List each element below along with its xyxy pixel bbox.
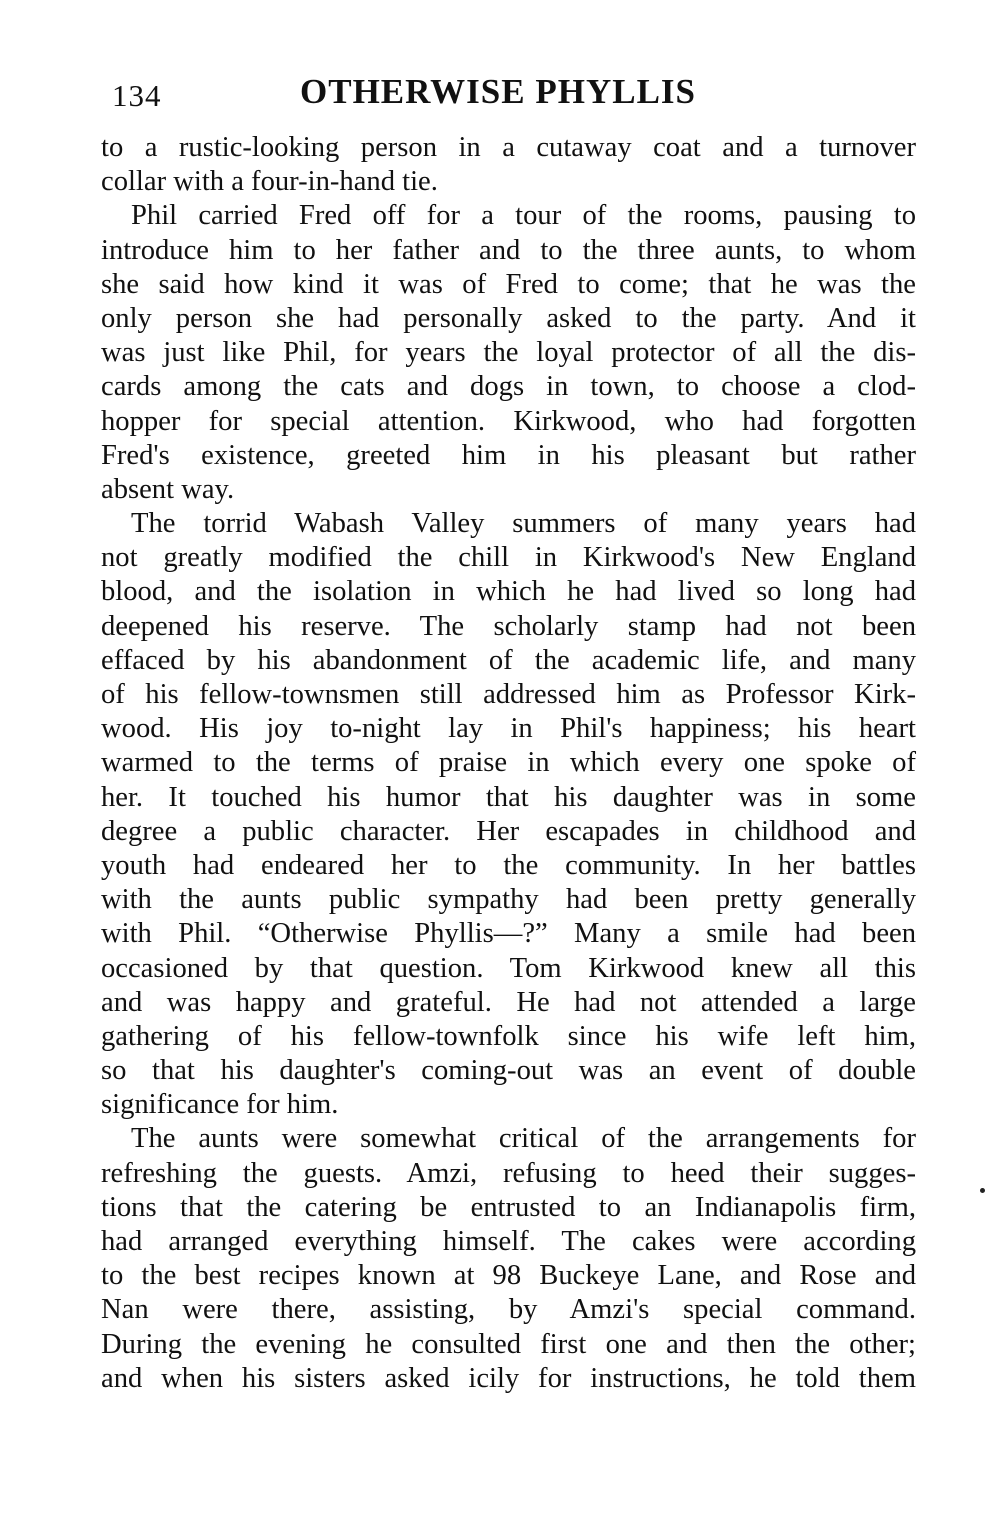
text-line: she said how kind it was of Fred to come; that he was the xyxy=(101,268,916,300)
page-header xyxy=(100,70,915,120)
text-line: wood. His joy to-night lay in Phil's happiness; his heart xyxy=(101,713,916,745)
text-line: youth had endeared her to the community. In her battles xyxy=(101,849,916,881)
text-line: collar with a four-in-hand tie. xyxy=(101,166,438,198)
text-line: warmed to the terms of praise in which every one spoke of xyxy=(101,747,916,779)
text-line: occasioned by that question. Tom Kirkwood knew all this xyxy=(101,952,916,984)
text-line: During the evening he consulted first one and then the other; xyxy=(101,1328,916,1360)
text-line: absent way. xyxy=(101,473,235,505)
text-line: The aunts were somewhat critical of the arrangements for xyxy=(131,1123,916,1155)
page-number: 134 xyxy=(112,78,162,113)
text-line: The torrid Wabash Valley summers of many years had xyxy=(131,508,916,540)
text-line: with Phil. “Otherwise Phyllis—?” Many a smile had been xyxy=(101,918,916,950)
text-line: deepened his reserve. The scholarly stamp had not been xyxy=(101,610,916,642)
text-line: only person she had personally asked to the party. And it xyxy=(101,302,916,334)
text-line: so that his daughter's coming-out was an event of double xyxy=(101,1055,916,1087)
text-line: cards among the cats and dogs in town, to choose a clod- xyxy=(101,371,916,403)
text-line: and was happy and grateful. He had not attended a large xyxy=(101,986,916,1018)
text-line: hopper for special attention. Kirkwood, who had forgotten xyxy=(101,405,916,437)
text-line: to a rustic-looking person in a cutaway coat and a turnover xyxy=(101,132,916,163)
text-line: not greatly modified the chill in Kirkwood's New England xyxy=(101,542,916,574)
text-line: had arranged everything himself. The cakes were according xyxy=(101,1226,916,1257)
text-line: introduce him to her father and to the three aunts, to whom xyxy=(101,234,916,266)
text-line: of his fellow-townsmen still addressed him as Professor Kirk- xyxy=(101,679,916,710)
text-line: blood, and the isolation in which he had lived so long had xyxy=(101,576,916,608)
text-line: effaced by his abandonment of the academic life, and many xyxy=(101,644,916,676)
stray-ink-dot xyxy=(980,1188,985,1193)
text-line: gathering of his fellow-townfolk since his wife left him, xyxy=(101,1020,916,1052)
text-line: was just like Phil, for years the loyal protector of all the dis- xyxy=(101,337,916,369)
text-line: and when his sisters asked icily for instructions, he told them xyxy=(101,1362,916,1394)
text-line: her. It touched his humor that his daughter was in some xyxy=(101,781,916,813)
text-line: Fred's existence, greeted him in his pleasant but rather xyxy=(101,439,916,471)
text-line: tions that the catering be entrusted to an Indianapolis firm, xyxy=(101,1191,916,1223)
body-text xyxy=(101,131,916,1396)
text-line: Nan were there, assisting, by Amzi's special command. xyxy=(101,1294,916,1326)
text-line: Phil carried Fred off for a tour of the rooms, pausing to xyxy=(131,200,916,232)
text-line: degree a public character. Her escapades in childhood and xyxy=(101,815,916,847)
running-title: OTHERWISE PHYLLIS xyxy=(300,72,697,111)
text-line: with the aunts public sympathy had been pretty generally xyxy=(101,884,916,916)
text-line: significance for him. xyxy=(101,1089,339,1121)
text-line: refreshing the guests. Amzi, refusing to heed their sugges- xyxy=(101,1157,916,1189)
text-line: to the best recipes known at 98 Buckeye Lane, and Rose and xyxy=(101,1260,916,1292)
